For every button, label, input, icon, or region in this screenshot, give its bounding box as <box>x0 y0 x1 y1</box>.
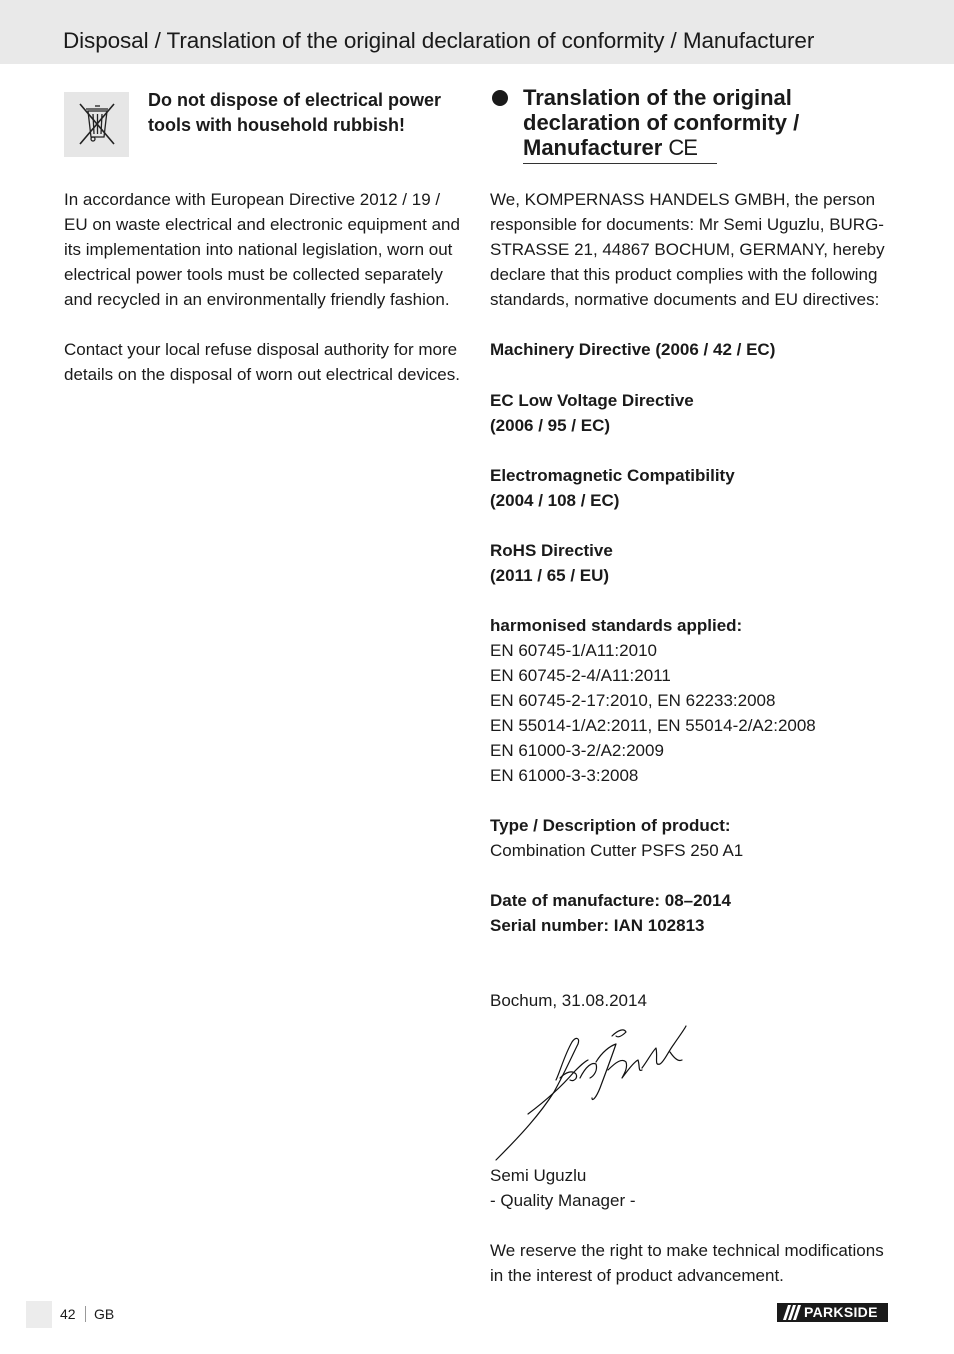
standard-item: EN 60745-1/A11:2010 <box>490 641 657 660</box>
low-voltage-directive <box>490 388 900 438</box>
footer-marker <box>26 1301 52 1328</box>
signatory <box>490 1163 900 1213</box>
section-bullet <box>492 90 508 106</box>
section-heading-text: Translation of the original declaration of conformity / Manufacturer <box>523 85 800 160</box>
crossed-out-wheelie-bin-icon <box>64 92 129 157</box>
disclaimer: We reserve the right to make technical modifications in the interest of product advancement. <box>490 1241 884 1285</box>
standard-item: EN 60745-2-17:2010, EN 62233:2008 <box>490 691 776 710</box>
declaration-intro: We, KOMPERNASS HANDELS GMBH, the person responsible for documents: Mr Semi Uguzlu, BURG-STRASSE 21, 44867 BOCHUM, GERMANY, hereby declare that this product complies with the following standards, normative documents and EU directives: <box>490 190 885 309</box>
low-voltage-line-2: (2006 / 95 / EC) <box>490 416 611 435</box>
footer-divider <box>85 1306 86 1322</box>
emc-line-1: Electromagnetic Compatibility <box>490 466 735 485</box>
standard-item: EN 55014-1/A2:2011, EN 55014-2/A2:2008 <box>490 716 816 735</box>
date-of-manufacture: Date of manufacture: 08–2014 <box>490 891 731 910</box>
signatory-name: Semi Uguzlu <box>490 1166 587 1185</box>
serial-number: Serial number: IAN 102813 <box>490 916 705 935</box>
header-band <box>0 0 954 64</box>
contact-authority-paragraph: Contact your local refuse disposal authority for more details on the disposal of worn out electrical devices. <box>64 340 460 384</box>
harmonised-standards <box>490 613 900 788</box>
ce-mark: CE <box>668 135 697 160</box>
brand-name: PARKSIDE <box>804 1304 878 1320</box>
standard-item: EN 61000-3-2/A2:2009 <box>490 741 664 760</box>
weee-directive-paragraph: In accordance with European Directive 2012 / 19 / EU on waste electrical and electronic equipment and its implementation into national legislation, worn out electrical power tools must be collected separately and recycled in an environmentally friendly fashion. <box>64 190 460 309</box>
rohs-directive <box>490 538 900 588</box>
language-code: GB <box>94 1306 115 1322</box>
page-title: Disposal / Translation of the original declaration of conformity / Manufacturer <box>63 28 815 53</box>
standard-item: EN 60745-2-4/A11:2011 <box>490 666 671 685</box>
emc-line-2: (2004 / 108 / EC) <box>490 491 620 510</box>
section-heading <box>523 85 883 160</box>
rohs-line-2: (2011 / 65 / EU) <box>490 566 610 585</box>
low-voltage-line-1: EC Low Voltage Directive <box>490 391 694 410</box>
standard-item: EN 61000-3-3:2008 <box>490 766 639 785</box>
heading-underline <box>523 163 717 164</box>
product-type-label: Type / Description of product: <box>490 816 731 835</box>
page-number: 42 <box>60 1306 76 1322</box>
place-and-date: Bochum, 31.08.2014 <box>490 991 647 1010</box>
standards-label: harmonised standards applied: <box>490 616 743 635</box>
emc-directive <box>490 463 900 513</box>
machinery-directive: Machinery Directive (2006 / 42 / EC) <box>490 340 776 359</box>
product-type <box>490 813 900 863</box>
product-type-value: Combination Cutter PSFS 250 A1 <box>490 841 744 860</box>
manufacture-info <box>490 888 900 938</box>
logo-stripes-icon <box>781 1303 801 1322</box>
disposal-warning: Do not dispose of electrical power tools with household rubbish! <box>148 90 442 135</box>
parkside-logo <box>777 1303 888 1322</box>
signatory-role: - Quality Manager - <box>490 1191 636 1210</box>
handwritten-signature <box>492 1022 692 1169</box>
rohs-line-1: RoHS Directive <box>490 541 613 560</box>
